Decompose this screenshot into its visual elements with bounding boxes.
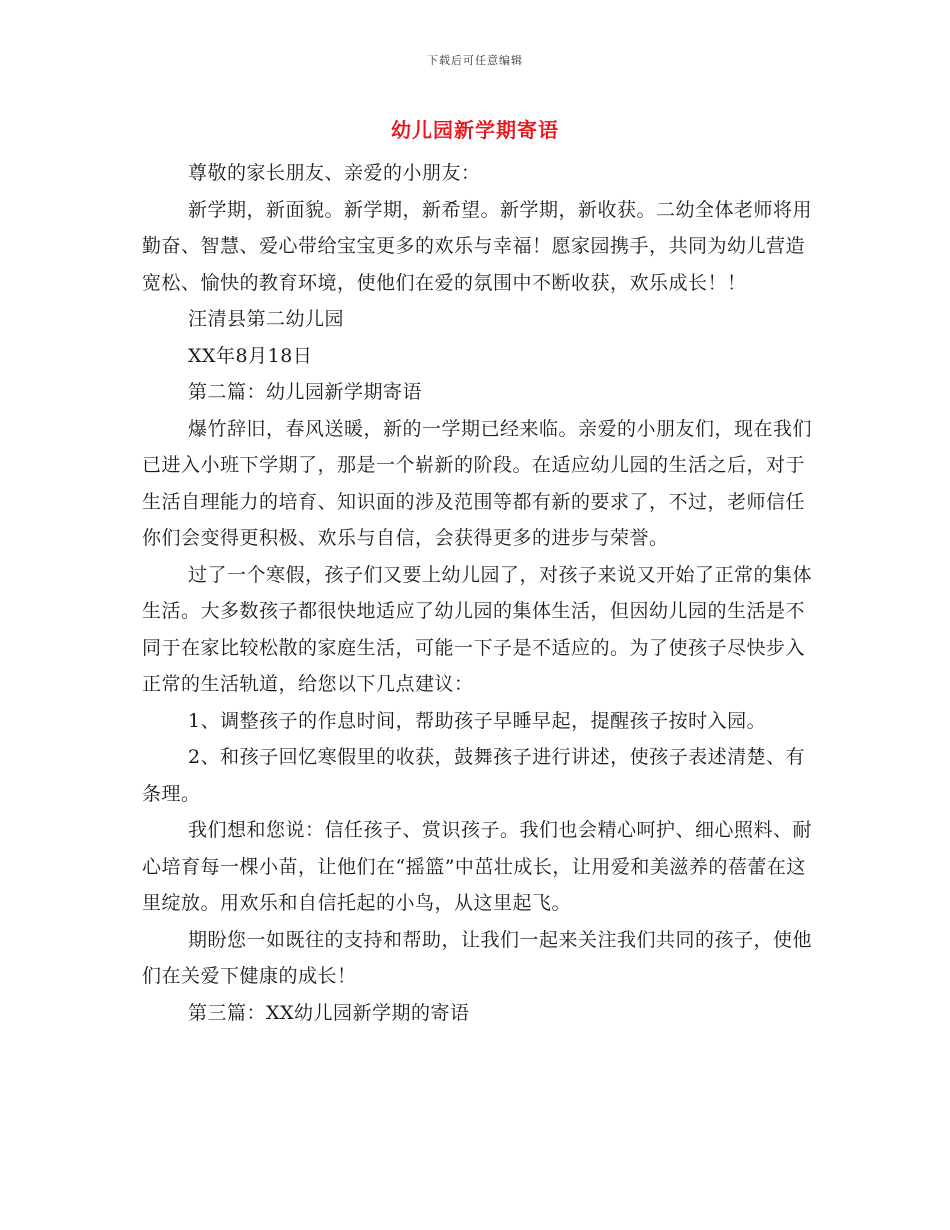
signature-org: 汪清县第二幼儿园 bbox=[188, 308, 345, 330]
body-paragraph: 过了一个寒假，孩子们又要上幼儿园了，对孩子来说又开始了正常的集体生活。大多数孩子都很快地适应了幼儿园的集体生活，但因幼儿园的生活是不同于在家比较松散的家庭生活，可能一下子是不适应的。为了使孩子尽快步入正常的生活轨道，给您以下几点建议： bbox=[142, 563, 813, 695]
body-paragraph: 我们想和您说：信任孩子、赏识孩子。我们也会精心呵护、细心照料、耐心培育每一棵小苗，让他们在“摇篮”中茁壮成长，让用爱和美滋养的蓓蕾在这里绽放。用欢乐和自信托起的小鸟，从这里起飞。 bbox=[142, 819, 813, 914]
document-title: 幼儿园新学期寄语 bbox=[391, 118, 559, 142]
body-paragraph: 新学期，新面貌。新学期，新希望。新学期，新收获。二幼全体老师将用勤奋、智慧、爱心带给宝宝更多的欢乐与幸福！愿家园携手，共同为幼儿营造宽松、愉快的教育环境，使他们在爱的氛围中不断收获，欢乐成长！！ bbox=[142, 198, 813, 294]
section-heading: 第三篇：XX幼儿园新学期的寄语 bbox=[188, 1001, 470, 1024]
header-note: 下载后可任意编辑 bbox=[427, 54, 523, 67]
section-heading: 第二篇：幼儿园新学期寄语 bbox=[188, 381, 423, 403]
body-paragraph: 爆竹辞旧，春风送暖，新的一学期已经来临。亲爱的小朋友们，现在我们已进入小班下学期了，那是一个崭新的阶段。在适应幼儿园的生活之后，对于生活自理能力的培育、知识面的涉及范围等都有新的要求了，不过，老师信任你们会变得更积极、欢乐与自信，会获得更多的进步与荣誉。 bbox=[142, 417, 813, 549]
greeting-paragraph: 尊敬的家长朋友、亲爱的小朋友： bbox=[188, 162, 481, 184]
list-item: 1、调整孩子的作息时间，帮助孩子早睡早起，提醒孩子按时入园。 bbox=[188, 709, 767, 732]
body-paragraph: 期盼您一如既往的支持和帮助，让我们一起来关注我们共同的孩子，使他们在关爱下健康的成长！ bbox=[142, 928, 813, 987]
document-body bbox=[142, 155, 822, 1031]
list-item: 2、和孩子回忆寒假里的收获，鼓舞孩子进行讲述，使孩子表述清楚、有条理。 bbox=[142, 746, 806, 805]
signature-date: XX年8月18日 bbox=[188, 344, 313, 367]
